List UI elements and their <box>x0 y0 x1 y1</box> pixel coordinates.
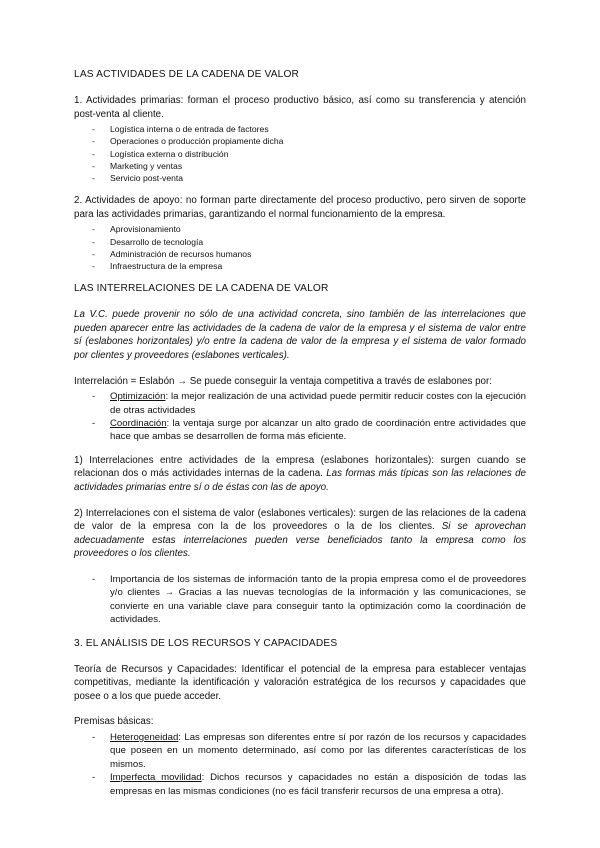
term-imperfecta-movilidad: Imperfecta movilidad <box>110 772 202 784</box>
list-item: - Operaciones o producción propiamente dicha <box>74 135 526 147</box>
term-optimizacion: Optimización <box>110 391 166 403</box>
paragraph-vc-intro: La V.C. puede provenir no sólo de una actividad concreta, sino también de las interrelaciones que pueden aparecer entre las actividades de la cadena de valor de la empresa y el sistema de valor entre sí (eslabones horizontales) y/o entre la cadena de valor de la empresa y el sistema de valor formado por clientes y proveedores (eslabones verticales). <box>74 309 526 361</box>
list-importancia <box>74 573 526 627</box>
list-item: - Servicio post-venta <box>74 172 526 184</box>
paragraph-interrelaciones-empresa <box>74 454 526 495</box>
text-normal: 2) Interrelaciones con el sistema de valor (eslabones verticales): surgen de las relaciones de la cadena de valor de la empresa con la de los proveedores o la de los clientes. <box>74 507 526 533</box>
text-italic: Si se aprovechan adecuadamente estas interrelaciones pueden verse beneficiados tanto la empresa como los proveedores o los clientes. <box>74 521 527 560</box>
list-actividades-apoyo <box>74 223 526 272</box>
list-item-optimizacion <box>74 390 526 417</box>
heading-actividades: LAS ACTIVIDADES DE LA CADENA DE VALOR <box>74 69 300 80</box>
paragraph-actividades-primarias: 1. Actividades primarias: forman el proceso productivo básico, así como su transferencia y atención post-venta al cliente. <box>74 95 526 120</box>
list-item: - Infraestructura de la empresa <box>74 260 526 272</box>
text-optimizacion: : la mejor realización de una actividad puede permitir reducir costes con la ejecución de otras actividades <box>110 391 526 416</box>
list-item-imperfecta-movilidad <box>74 771 526 798</box>
paragraph-premisas: Premisas básicas: <box>74 716 154 728</box>
paragraph-interrelaciones-sistema <box>74 507 526 561</box>
text-normal: 1) Interrelaciones entre actividades de la empresa (eslabones horizontales): surgen cuando se relacionan dos o más actividades internas de la cadena. <box>74 454 526 480</box>
heading-interrelaciones: LAS INTERRELACIONES DE LA CADENA DE VALOR <box>74 283 329 295</box>
heading-recursos-capacidades: 3. EL ANÁLISIS DE LOS RECURSOS Y CAPACIDADES <box>74 637 338 649</box>
paragraph-teoria: Teoría de Recursos y Capacidades: Identificar el potencial de la empresa para establecer ventajas competitivas, mediante la identificación y valoración estratégica de los recursos y capacidades que posee o a los que puede acceder. <box>74 663 526 702</box>
list-item: - Logística externa o distribución <box>74 148 526 160</box>
list-item: - Administración de recursos humanos <box>74 248 526 260</box>
list-item-heterogeneidad <box>74 731 526 771</box>
list-item: - Marketing y ventas <box>74 160 526 172</box>
paragraph-interrelacion: Interrelación = Eslabón → Se puede conseguir la ventaja competitiva a través de eslabones por: <box>74 375 492 387</box>
term-coordinacion: Coordinación <box>110 417 167 429</box>
text-coordinacion: : la ventaja surge por alcanzar un alto grado de coordinación entre actividades que hace que ambas se desarrollen de forma más eficiente. <box>110 417 526 443</box>
list-item: - Logística interna o de entrada de factores <box>74 123 526 135</box>
text-imperfecta-movilidad: : Dichos recursos y capacidades no están a disposición de todas las empresas en las mismas condiciones (no es fácil transferir recursos de una empresa a otra). <box>110 772 527 797</box>
list-item-importancia: - Importancia de los sistemas de información tanto de la propia empresa como el de proveedores y/o clientes → Gracias a las nuevas tecnologías de la información y las comunicaciones, se convierte en una variable clave para conseguir tanto la optimización como la coordinación de actividades. <box>74 573 526 627</box>
list-item: - Aprovisionamiento <box>74 223 526 235</box>
term-heterogeneidad: Heterogeneidad <box>110 731 179 743</box>
list-item-coordinacion <box>74 417 526 444</box>
list-actividades-primarias <box>74 123 526 184</box>
text-italic: Las formas más típicas son las relaciones de actividades primarias entre sí o de éstas con las de apoyo. <box>74 468 526 493</box>
text-heterogeneidad: : Las empresas son diferentes entre sí por razón de los recursos y capacidades que poseen en un momento determinado, así como por las diferentes características de los mismos. <box>110 731 526 770</box>
list-item: - Desarrollo de tecnología <box>74 236 526 248</box>
list-premisas <box>74 731 526 798</box>
paragraph-actividades-apoyo: 2. Actividades de apoyo: no forman parte directamente del proceso productivo, pero sirven de soporte para las actividades primarias, garantizando el normal funcionamiento de la empresa. <box>74 195 526 220</box>
list-eslabones <box>74 390 526 444</box>
